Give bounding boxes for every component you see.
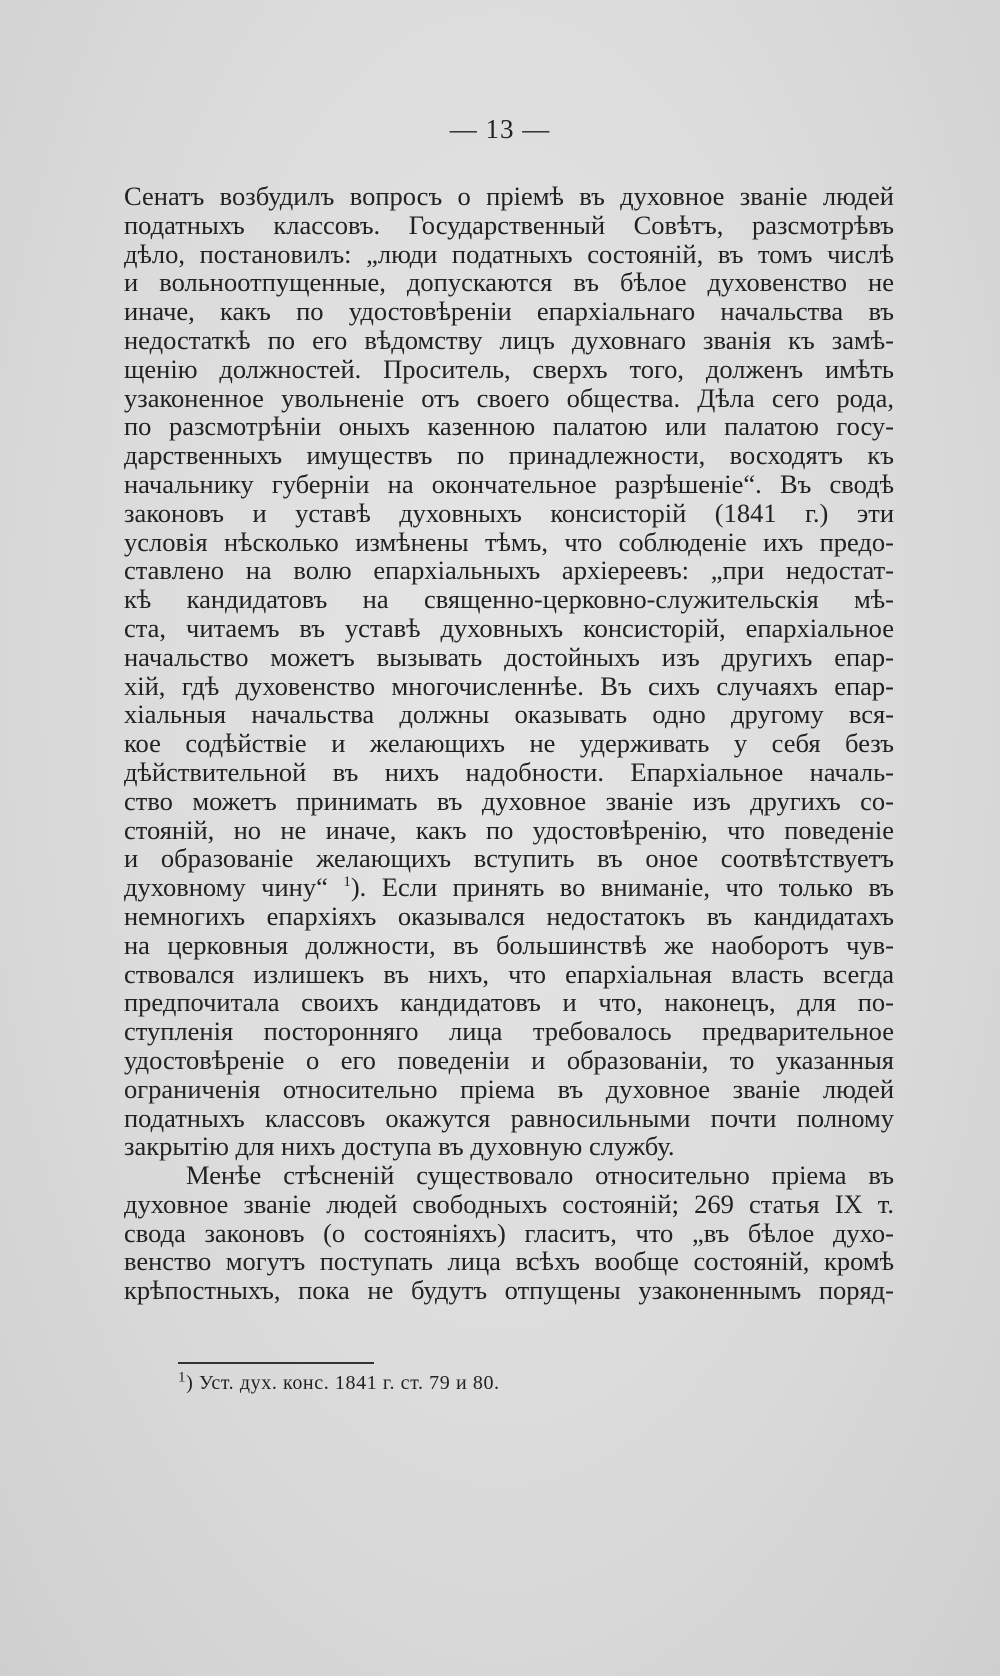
text-line: дарственныхъ имуществъ по принадлежности, восходятъ къ [124,440,894,471]
text-line: Менѣе стѣсненій существовало относительно пріема въ [186,1160,894,1191]
text-line: ствовался излишекъ въ нихъ, что епархіальная власть всегда [124,958,894,989]
text-line: недостаткѣ по его вѣдомству лицъ духовнаго званія къ замѣ- [124,324,894,355]
text-line: хіальныя начальства должны оказывать одно другому вся- [124,699,894,730]
text-line: кѣ кандидатовъ на священно-церковно-служительскія мѣ- [124,584,894,615]
text-line: свода законовъ (о состояніяхъ) гласитъ, что „въ бѣлое духо- [124,1217,894,1248]
text-line: условія нѣсколько измѣнены тѣмъ, что соблюденіе ихъ предо- [124,526,894,557]
text-line: начальство можетъ вызывать достойныхъ изъ другихъ епар- [124,641,894,672]
text-line: узаконенное увольненіе отъ своего общества. Дѣла сего рода, [124,382,894,413]
text-line: Сенатъ возбудилъ вопросъ о пріемѣ въ духовное званіе людей [124,181,894,211]
text-line: щенію должностей. Проситель, сверхъ того, долженъ имѣть [124,353,894,384]
text-line: хій, гдѣ духовенство многочисленнѣе. Въ сихъ случаяхъ епар- [124,670,894,701]
footnote [178,1369,500,1395]
page-number: — 13 — [449,114,551,144]
text-line: иначе, какъ по удостовѣреніи епархіальнаго начальства въ [124,296,894,327]
text-line: ста, читаемъ въ уставѣ духовныхъ консисторій, епархіальное [124,612,894,643]
footnote-marker: 1 [178,1369,187,1386]
text-line: ставлено на волю епархіальныхъ архіереевъ: „при недостат- [124,555,894,586]
text-line: на церковныя должности, въ большинствѣ же наоборотъ чув- [124,929,894,960]
text-line: ство можетъ принимать въ духовное званіе изъ другихъ со- [124,785,894,816]
text-line: крѣпостныхъ, пока не будутъ отпущены узаконеннымъ поряд- [124,1275,894,1306]
text-line: немногихъ епархіяхъ оказывался недостатокъ въ кандидатахъ [124,900,894,931]
text-line: податныхъ классовъ окажутся равносильными почти полному [124,1102,894,1133]
text-line: законовъ и уставѣ духовныхъ консисторій (1841 г.) эти [124,497,894,528]
text-line: начальнику губерніи на окончательное разрѣшеніе“. Въ сводѣ [124,468,894,499]
text-line: духовное званіе людей свободныхъ состояній; 269 статья IX т. [124,1188,894,1219]
text-line: дѣйствительной въ нихъ надобности. Епархіальное началь- [124,756,894,787]
text-line: и вольноотпущенные, допускаются въ бѣлое духовенство не [124,267,894,298]
text-line: закрытію для нихъ доступа въ духовную службу. [124,1131,675,1162]
text-line: дѣло, постановилъ: „люди податныхъ состояній, въ томъ числѣ [124,238,894,269]
text-line: ступленія посторонняго лица требовалось предварительное [124,1016,894,1047]
text-line: стояній, но не иначе, какъ по удостовѣренію, что поведеніе [124,814,894,845]
footnote-divider [178,1362,374,1364]
text-line: венство могутъ поступать лица всѣхъ вообще состояній, кромѣ [124,1246,894,1277]
text-line: кое содѣйствіе и желающихъ не удерживать у себя безъ [124,728,894,759]
footnote-text: ) Уст. дух. конс. 1841 г. ст. 79 и 80. [186,1372,500,1394]
text-line: удостовѣреніе о его поведеніи и образованіи, то указанныя [124,1044,894,1075]
text-line: ограниченія относительно пріема въ духовное званіе людей [124,1073,894,1104]
footnote-reference: 1 [343,874,351,891]
text-line: податныхъ классовъ. Государственный Совѣтъ, разсмотрѣвъ [124,209,894,240]
text-fragment: духовному чину“ [124,872,328,903]
text-line: по разсмотрѣніи оныхъ казенною палатою или палатою госу- [124,411,894,442]
text-line: предпочитала своихъ кандидатовъ и что, наконецъ, для по- [124,987,894,1018]
text-line: и образованіе желающихъ вступить въ оное соотвѣтствуетъ [124,843,894,874]
body-text [124,182,894,1305]
text-line-with-footnote-ref [124,873,894,902]
text-fragment: ). Если принять во вниманіе, что только въ [350,872,895,903]
